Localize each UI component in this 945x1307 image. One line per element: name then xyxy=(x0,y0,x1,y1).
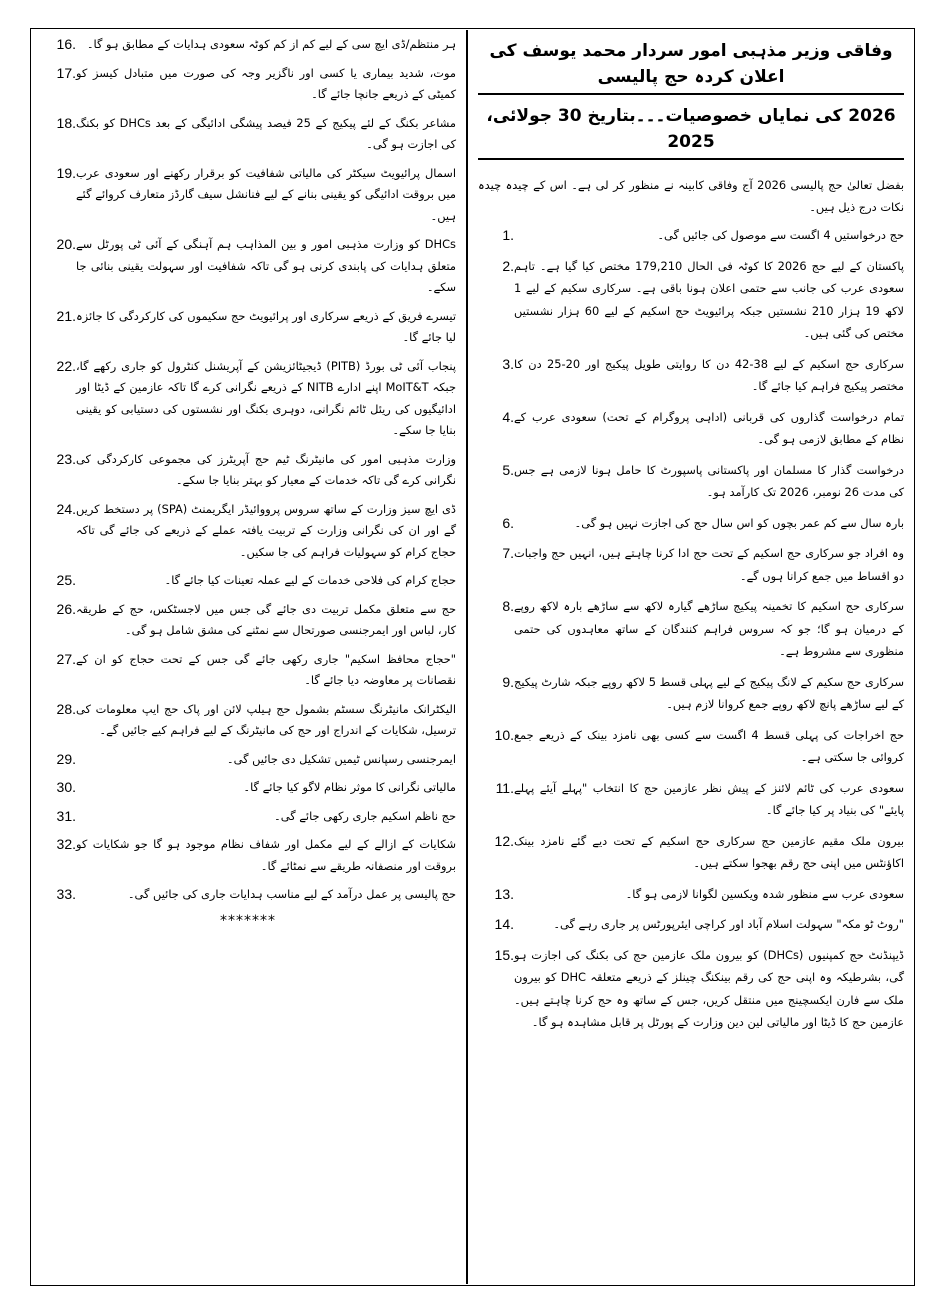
item-text: ہر منتظم/ڈی ایچ سی کے لیے کم از کم کوٹہ سعودی ہدایات کے مطابق ہو گا۔ xyxy=(86,37,456,51)
list-item xyxy=(40,499,456,564)
list-item xyxy=(40,63,456,106)
item-number: 32. xyxy=(56,836,76,852)
item-text: پاکستان کے لیے حج 2026 کا کوٹہ فی الحال 179,210 مختص کیا گیا ہے۔ تاہم سعودی عرب کی جانب سے حتمی اعلان ہونا باقی ہے۔ سرکاری سکیم کے لیے 1 لاکھ 19 ہزار 210 نشستیں جبکہ پرائیویٹ حج اسکیم کے لیے 60 ہزار نشستیں مختص کی گئی ہیں۔ xyxy=(514,258,905,340)
list-item xyxy=(478,224,904,247)
item-number: 1. xyxy=(502,227,514,243)
list-item xyxy=(478,671,904,716)
list-item xyxy=(478,542,904,587)
item-text: حج اخراجات کی پہلی قسط 4 اگست سے کسی بھی نامزد بینک کے ذریعے جمع کروائی جا سکتی ہے۔ xyxy=(514,727,904,764)
item-number: 25. xyxy=(56,572,76,588)
list-item xyxy=(40,699,456,742)
item-text: ڈی ایچ سیز وزارت کے ساتھ سروس پرووائیڈر ایگریمنٹ (SPA) پر دستخط کریں گے اور ان کی نگرانی وزارت کے تربیت یافتہ عملے کے ذریعے کی جائے گی تاکہ حجاج کرام کو سہولیات فراہم کی جا سکیں۔ xyxy=(76,501,457,559)
policy-list-left xyxy=(40,34,456,906)
item-text: بارہ سال سے کم عمر بچوں کو اس سال حج کی اجازت نہیں ہو گی۔ xyxy=(574,515,904,530)
item-number: 30. xyxy=(56,779,76,795)
item-number: 26. xyxy=(56,600,76,617)
item-text: ڈیپنڈنٹ حج کمپنیوں (DHCs) کو بیرون ملک عازمین حج کی بکنگ کی اجازت ہو گی، بشرطیکہ وہ اپنی حج کی رقم بینکنگ چینلز کے ذریعے متعلقہ DHC کو بیرون ملک سے فارن ایکسچینج میں منتقل کریں، جس کے ساتھ وہ حج کرنا چاہتے ہیں۔ عازمین حج کا ڈیٹا اور مالیاتی لین دین وزارت کے پورٹل پر قابل مشاہدہ ہو گا۔ xyxy=(514,947,904,1029)
item-text: تیسرے فریق کے ذریعے سرکاری اور پرائیویٹ حج سکیموں کی کارکردگی کا جائزہ لیا جائے گا۔ xyxy=(76,308,456,344)
list-item xyxy=(40,449,456,492)
list-item xyxy=(40,163,456,228)
item-text: وزارت مذہبی امور کی مانیٹرنگ ٹیم حج آپریٹرز کی مجموعی کارکردگی کی نگرانی کرے گی تاکہ خدمات کے معیار کو بہتر بنایا جا سکے۔ xyxy=(76,451,456,487)
intro-paragraph: بفضل تعالیٰ حج پالیسی 2026 آج وفاقی کابینہ نے منظور کر لی ہے۔ اس کے چیدہ چیدہ نکات درج ذیل ہیں۔ xyxy=(478,178,904,214)
item-text: موت، شدید بیماری یا کسی اور ناگزیر وجہ کی صورت میں متبادل کیسز کو کمیٹی کے ذریعے جانچا جائے گا۔ xyxy=(76,65,456,101)
item-number: 19. xyxy=(56,164,76,181)
item-number: 9. xyxy=(502,673,514,690)
item-text: درخواست گذار کا مسلمان اور پاکستانی پاسپورٹ کا حامل ہونا لازمی ہے جس کی مدت 26 نومبر، 2026 تک کارآمد ہو۔ xyxy=(514,462,904,499)
item-text: DHCs کو وزارت مذہبی امور و بین المذاہب ہم آہنگی کے آئی ٹی پورٹل سے متعلق ہدایات کی پابندی کرنی ہو گی تاکہ شفافیت اور سہولت یقینی بنائی جا سکے۔ xyxy=(76,237,456,294)
item-number: 16. xyxy=(56,36,76,52)
item-number: 17. xyxy=(56,64,76,81)
right-column xyxy=(472,34,912,1042)
item-number: 15. xyxy=(494,946,514,963)
item-text: "حجاج محافظ اسکیم" جاری رکھی جائے گی جس کے تحت حجاج کو ان کے نقصانات پر معاوضہ دیا جائے گا۔ xyxy=(76,651,456,687)
item-text: مشاعر بکنگ کے لئے پیکیج کے 25 فیصد پیشگی ادائیگی کے بعد DHCs کو بکنگ کی اجازت ہو گی۔ xyxy=(76,115,456,151)
list-item xyxy=(478,459,904,504)
end-stars: ******* xyxy=(220,912,276,929)
item-text: شکایات کے ازالے کے لیے مکمل اور شفاف نظام موجود ہو گا جو شکایات کو بروقت اور منصفانہ طریقے سے نمٹائے گا۔ xyxy=(76,837,456,873)
item-text: سعودی عرب سے منظور شدہ ویکسین لگوانا لازمی ہو گا۔ xyxy=(625,886,904,901)
left-column xyxy=(34,34,462,929)
item-text: سرکاری حج اسکیم کے لیے 38-42 دن کا روایتی طویل پیکیج اور 20-25 دن کا مختصر پیکیج فراہم کیا جائے گا۔ xyxy=(514,356,904,393)
list-item xyxy=(478,255,904,345)
list-item xyxy=(478,883,904,906)
item-number: 14. xyxy=(494,916,514,932)
item-number: 8. xyxy=(502,598,514,614)
item-number: 28. xyxy=(56,700,76,717)
item-number: 13. xyxy=(494,885,514,902)
list-item xyxy=(478,944,904,1034)
list-item xyxy=(478,830,904,875)
list-item xyxy=(40,749,456,771)
list-item xyxy=(40,570,456,592)
item-text: وہ افراد جو سرکاری حج اسکیم کے تحت حج ادا کرنا چاہتے ہیں، انہیں حج واجبات دو اقساط میں جمع کرانا ہوں گے۔ xyxy=(514,546,904,583)
item-text: حج پالیسی پر عمل درآمد کے لیے مناسب ہدایات جاری کی جائیں گی۔ xyxy=(127,887,456,901)
list-item xyxy=(40,834,456,877)
list-item xyxy=(40,113,456,156)
item-number: 2. xyxy=(502,257,514,274)
item-number: 21. xyxy=(56,307,76,324)
title-line-1: وفاقی وزیر مذہبی امور سردار محمد یوسف کی اعلان کردہ حج پالیسی xyxy=(478,36,904,95)
item-number: 27. xyxy=(56,650,76,667)
item-text: پنجاب آئی ٹی بورڈ (PITB) ڈیجیٹائزیشن کے آپریشنل کنٹرول کو جاری رکھے گا، جبکہ MoIT&T اپنے ادارے NITB کے ذریعے نگرانی کرے گا تاکہ عازمین کے ڈیٹا اور ادائیگیوں کی ریئل ٹائم نگرانی، دوہری بکنگ اور نشستوں کی دستیابی کو یقینی بنایا جا سکے۔ xyxy=(76,358,456,437)
list-item xyxy=(40,884,456,906)
item-number: 20. xyxy=(56,236,76,252)
item-text: ایمرجنسی رسپانس ٹیمیں تشکیل دی جائیں گی۔ xyxy=(226,751,456,766)
list-item xyxy=(40,306,456,349)
item-number: 7. xyxy=(502,545,514,561)
item-text: مالیاتی نگرانی کا موثر نظام لاگو کیا جائے گا۔ xyxy=(243,780,456,794)
list-item xyxy=(40,34,456,56)
column-divider xyxy=(466,30,468,1284)
list-item xyxy=(478,777,904,822)
list-item xyxy=(40,649,456,692)
item-number: 4. xyxy=(502,408,514,425)
item-text: حج درخواستیں 4 اگست سے موصول کی جائیں گی۔ xyxy=(657,228,904,242)
list-item xyxy=(478,512,904,535)
item-number: 31. xyxy=(56,807,76,824)
list-item xyxy=(40,777,456,799)
item-number: 5. xyxy=(502,461,514,478)
item-number: 22. xyxy=(56,357,76,374)
item-text: "روٹ ٹو مکہ" سہولت اسلام آباد اور کراچی ایئرپورٹس پر جاری رہے گی۔ xyxy=(553,917,904,931)
list-item xyxy=(478,406,904,451)
item-number: 11. xyxy=(495,779,514,796)
item-number: 29. xyxy=(56,750,76,767)
item-number: 24. xyxy=(56,500,76,517)
item-text: الیکٹرانک مانیٹرنگ سسٹم بشمول حج ہیلپ لائن اور پاک حج ایپ معلومات کی ترسیل، شکایات کے اندراج اور حج کی مانیٹرنگ کے لیے فراہم کیے جائیں گے۔ xyxy=(76,701,456,737)
item-number: 18. xyxy=(56,114,76,131)
list-item xyxy=(40,806,456,828)
list-item xyxy=(478,595,904,663)
item-number: 23. xyxy=(56,450,76,467)
item-number: 6. xyxy=(502,514,514,531)
item-text: بیرون ملک مقیم عازمین حج سرکاری حج اسکیم کے تحت دیے گئے نامزد بینک اکاؤنٹس میں اپنی حج رقم بھجوا سکتے ہیں۔ xyxy=(514,833,904,870)
list-item xyxy=(478,353,904,398)
item-text: حجاج کرام کی فلاحی خدمات کے لیے عملہ تعینات کیا جائے گا۔ xyxy=(164,573,456,587)
item-text: حج ناظم اسکیم جاری رکھی جائے گی۔ xyxy=(274,808,456,823)
item-text: تمام درخواست گذاروں کی قربانی (اداہی پروگرام کے تحت) سعودی عرب کے نظام کے مطابق لازمی ہو گی۔ xyxy=(514,409,904,446)
page-title xyxy=(478,36,904,166)
item-number: 10. xyxy=(494,726,514,743)
item-text: سعودی عرب کی ٹائم لائنز کے پیش نظر عازمین حج کا انتخاب "پہلے آیئے پہلے پایئے" کی بنیاد پر کیا جائے گا۔ xyxy=(514,780,904,817)
title-line-2: 2026 کی نمایاں خصوصیات۔۔۔بتاریخ 30 جولائی، 2025 xyxy=(478,101,904,160)
item-number: 33. xyxy=(56,886,76,902)
item-number: 12. xyxy=(494,832,514,849)
item-text: حج سے متعلق مکمل تربیت دی جائے گی جس میں لاجسٹکس، حج کے طریقہ کار، لباس اور ایمرجنسی صورتحال سے نمٹنے کی مشق شامل ہو گی۔ xyxy=(76,601,456,637)
list-item xyxy=(40,234,456,299)
list-item xyxy=(478,913,904,936)
item-text: سرکاری حج سکیم کے لانگ پیکیج کے لیے پہلی قسط 5 لاکھ روپے جبکہ شارٹ پیکیج کے لیے ساڑھے پانچ لاکھ روپے جمع کروانا لازم ہیں۔ xyxy=(514,674,905,711)
item-number: 3. xyxy=(502,355,514,372)
list-item xyxy=(40,356,456,442)
list-item xyxy=(40,599,456,642)
policy-list-right xyxy=(478,224,904,1034)
item-text: اسمال پرائیویٹ سیکٹر کی مالیاتی شفافیت کو برقرار رکھنے اور سعودی عرب میں بروقت ادائیگی کو یقینی بنانے کے لیے فنانشل سیف گارڈز متعارف کروائے گئے ہیں۔ xyxy=(76,165,456,223)
item-text: سرکاری حج اسکیم کا تخمینہ پیکیج ساڑھے گیارہ لاکھ سے ساڑھے بارہ لاکھ روپے کے درمیان ہو گا؛ جو کہ سروس فراہم کنندگان کے ساتھ معاہدوں کی حتمی منظوری سے مشروط ہے۔ xyxy=(514,599,904,658)
list-item xyxy=(478,724,904,769)
